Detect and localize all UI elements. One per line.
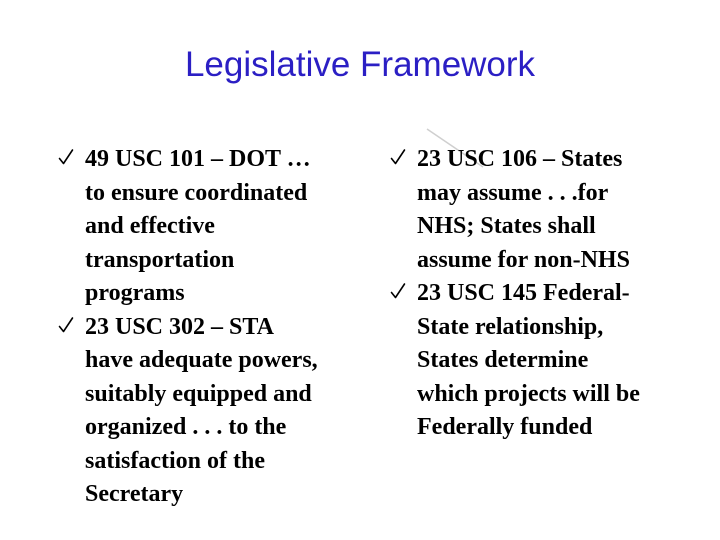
- bullet-line: which projects will be: [417, 380, 640, 407]
- bullet-line: and effective: [85, 213, 215, 239]
- bullet-line: Secretary: [85, 481, 184, 507]
- bullet-line: 49 USC 101 – DOT …: [85, 146, 311, 172]
- slide-title: Legislative Framework: [184, 45, 536, 84]
- bullet-item: [384, 143, 700, 277]
- checkmark-icon: [58, 146, 74, 168]
- bullet-item: [384, 277, 700, 445]
- bullet-line: States determine: [417, 347, 589, 373]
- bullet-line: suitably equipped and: [85, 380, 312, 407]
- bullet-line: satisfaction of the: [85, 447, 265, 474]
- bullet-line: 23 USC 106 – States: [417, 146, 623, 172]
- left-column: [52, 143, 362, 512]
- bullet-line: organized . . . to the: [85, 414, 287, 440]
- bullet-line: 23 USC 302 – STA: [85, 313, 274, 340]
- bullet-item: [52, 311, 362, 512]
- bullet-line: transportation: [85, 246, 235, 273]
- bullet-text: [85, 143, 362, 311]
- bullet-line: State relationship,: [417, 313, 604, 340]
- bullet-line: Federally funded: [417, 414, 593, 440]
- bullet-line: 23 USC 145 Federal-: [417, 280, 630, 306]
- bullet-line: have adequate powers,: [85, 347, 318, 373]
- bullet-line: programs: [85, 280, 185, 306]
- bullet-text: [85, 311, 362, 512]
- bullet-line: to ensure coordinated: [85, 179, 308, 206]
- bullet-text: [417, 143, 700, 277]
- bullet-line: NHS; States shall: [417, 213, 596, 239]
- bullet-text: [417, 277, 700, 445]
- right-column: [384, 143, 700, 445]
- bullet-line: may assume . . .for: [417, 179, 609, 206]
- checkmark-icon: [58, 314, 74, 336]
- checkmark-icon: [390, 146, 406, 168]
- bullet-line: assume for non-NHS: [417, 246, 630, 273]
- checkmark-icon: [390, 280, 406, 302]
- bullet-item: [52, 143, 362, 311]
